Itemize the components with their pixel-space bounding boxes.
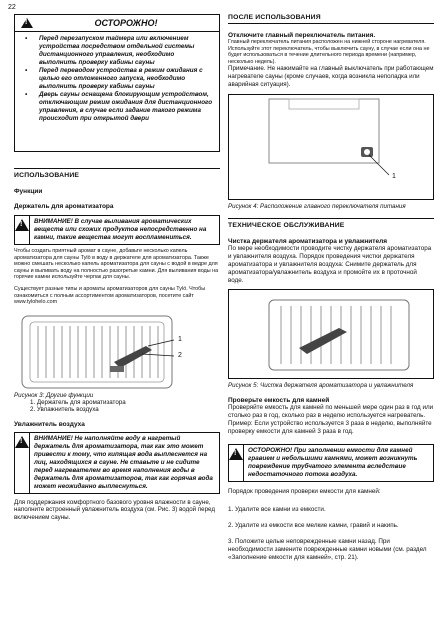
figure-5 (228, 289, 434, 379)
note-text: Примечание. Не нажимайте на главный выключатель при работающем нагревателе сауны (кроме случаев, когда возникла неполадка или аварийная ситуация). (228, 65, 434, 88)
attention-text-2: ВНИМАНИЕ! Не наполняйте воду в нагретый держатель для ароматизатора, так как это может привести к тому, что кипящая вода выплеснется на лиц, находящихся в сауне. Не ставьте и не сидите перед нагревателем во время наполнения воды в держатель для ароматизаторов, так как горячая вода может неожиданно выплеснуться. (34, 434, 213, 490)
stones-heading: Проверьте емкость для камней (228, 396, 330, 404)
warning-item: • Дверь сауны оснащена блокирующим устройством, отключающим режим ожидания для дистанционного управления, в случае если задание такого режима происходит при открытой двери (33, 91, 213, 123)
caution-text: ОСТОРОЖНО! При заполнении емкости для камней гравием и небольшими камнями, может возникнуть повреждение трубчатого элемента вследствие недостаточного потока воздуха. (248, 446, 418, 478)
section-rule (228, 218, 434, 219)
switch-heading: Отключите главный переключатель питания. (228, 32, 376, 39)
attention-box-1 (14, 215, 220, 245)
procedure-intro: Порядок проведения проверки емкости для камней: (228, 487, 381, 495)
holder-text: Чтобы создать приятный аромат в сауне, добавьте несколько капель ароматизатора для сауны Tylö в воду в держателе для ароматизатора. Также можно смешать несколько капель ароматизатора для сауны с водой в ведре для сауны и выливать воду на полностью разогретые камни. Для выливания воды на горячие камни используйте черпак для сауны. (14, 248, 219, 281)
stones-text-2: Пример: Если устройство используется 3 раза в неделю, выполняйте проверку емкости для камней 3 раза в год. (228, 419, 432, 435)
warning-icon (229, 448, 243, 460)
switch-illustration (229, 95, 433, 197)
figure-3-caption: Рисунок 3: Другие функции (14, 391, 94, 399)
figure-3 (14, 310, 220, 390)
warning-title: ОСТОРОЖНО! (94, 18, 158, 28)
section-title-use: ИСПОЛЬЗОВАНИЕ (14, 172, 80, 179)
section-rule (14, 168, 220, 169)
variety-text: Существует разные типы и ароматы ароматизаторов для сауны Tylö. Чтобы ознакомиться с полным ассортиментом ароматизаторов, посетите сайт www.tylohelo.com (14, 285, 206, 306)
caution-box (228, 444, 434, 482)
figure-5-caption: Рисунок 5: Чистка держателя ароматизатора и увлажнителя (228, 382, 414, 390)
warning-box (14, 14, 220, 152)
stones-text-1: Проверяйте емкость для камней по меньшей мере один раз в год или столько раз в год, сколько раз в неделю используется нагреватель. (228, 403, 434, 419)
switch-text-2: Используйте этот переключатель, чтобы выключить сауну, в случае если она не будет использоваться в течение длительного периода времени (например, несколько недель). (228, 45, 430, 65)
humidifier-text: Для поддержания комфортного базового уровня влажности в сауне, наполните встроенный увлажнитель воздуха (см. Рис. 3) водой перед включением сауны. (14, 498, 215, 521)
warning-icon (15, 436, 29, 448)
heater-illustration (14, 310, 220, 390)
figure-4 (228, 94, 434, 200)
figure-4-caption: Рисунок 4: Расположение главного переключателя питания (228, 203, 406, 211)
section-title-maint: ТЕХНИЧЕСКОЕ ОБСЛУЖИВАНИЕ (228, 222, 345, 230)
warning-item: • Перед перезапуском таймера или включением устройства посредством отдельной системы дистанционного управления, необходимо выполнить проверку кабины сауны (33, 35, 213, 67)
left-column (14, 14, 220, 521)
fig3-item: 1. Держатель для ароматизатора (30, 398, 126, 406)
clean-text: По мере необходимости проводите чистку держателя ароматизатора и увлажнителя воздуха. Порядок проведения чистки держателя ароматизатора и увлажнителя воздуха: Снимите держатель для ароматизатора/увлажнитель воздуха и промойте их в проточной воде. (228, 245, 432, 285)
warning-list (15, 32, 219, 126)
warning-icon (15, 219, 29, 231)
callout-1: 1 (392, 173, 396, 181)
right-column (228, 14, 434, 562)
step-item: 1. Удалите все камни из емкости. (228, 505, 326, 513)
clean-heading: Чистка держателя ароматизатора и увлажнителя (228, 238, 388, 246)
attention-box-2 (14, 432, 220, 494)
step-item: 2. Удалите из емкости все мелкие камни, гравий и накипь. (228, 521, 399, 529)
attention-text-1: ВНИМАНИЕ! В случае выливания ароматических веществ или схожих продуктов непосредственно на камни, такие вещества могут воспламениться. (34, 218, 207, 241)
switch-text-1: Главный переключатель питания расположен на нижней стороне нагревателя. (228, 39, 426, 45)
section-title-after: ПОСЛЕ ИСПОЛЬЗОВАНИЯ (228, 14, 321, 21)
humidifier-heading: Увлажнитель воздуха (14, 420, 85, 428)
page-number: 22 (8, 4, 16, 11)
warning-header (15, 15, 219, 32)
section-rule (228, 23, 434, 24)
callout-1: 1 (178, 335, 182, 343)
holder-heading: Держатель для ароматизатора (14, 203, 114, 210)
cleaning-illustration (229, 290, 433, 376)
callout-2: 2 (178, 351, 182, 359)
fig3-item: 2. Увлажнитель воздуха (30, 406, 99, 414)
step-item: 3. Положите целые неповрежденные камни назад. При необходимости замените поврежденные камни новыми (см. раздел «Заполнение емкости для камней», стр. 21). (228, 537, 427, 561)
warning-item: • Перед переводом устройства в режим ожидания с целью его отложенного запуска, необходимо выполнить проверку кабины сауны (33, 67, 213, 91)
warning-icon (21, 18, 33, 28)
functions-heading: Функции (14, 188, 43, 195)
